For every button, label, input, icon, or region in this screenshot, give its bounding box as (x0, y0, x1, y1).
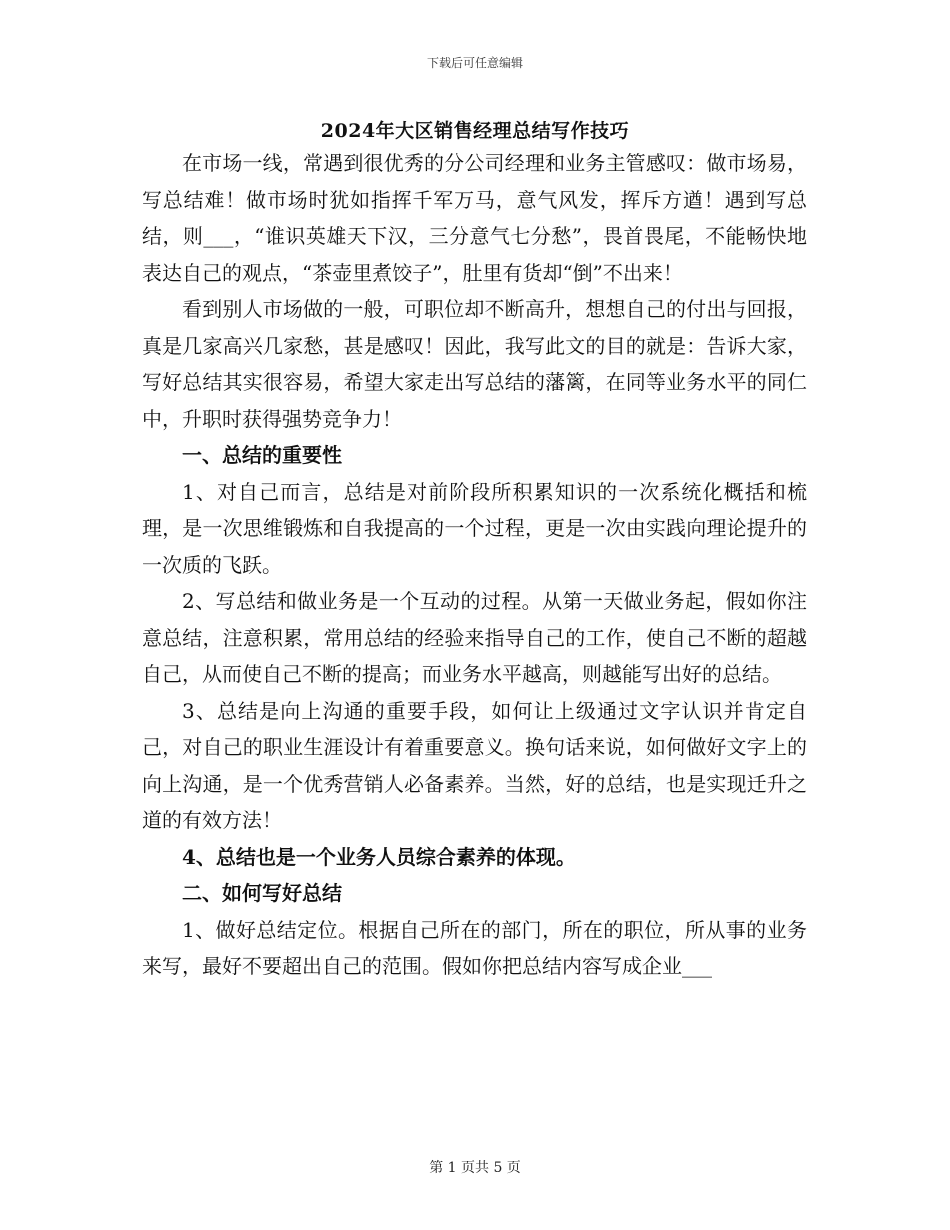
page-number-footer: 第 1 页共 5 页 (429, 1160, 521, 1176)
section-heading-importance: 一、总结的重要性 (182, 443, 342, 467)
paragraph-point-3: 3、总结是向上沟通的重要手段，如何让上级通过文字认识并肯定自己，对自己的职业生涯设计有着重要意义。换句话来说，如何做好文字上的向上沟通，是一个优秀营销人必备素养。当然，好的总结，也是实现迁升之道的有效方法！ (142, 698, 807, 832)
paragraph-purpose: 看到别人市场做的一般，可职位却不断高升，想想自己的付出与回报，真是几家高兴几家愁，甚是感叹！因此，我写此文的目的就是：告诉大家，写好总结其实很容易，希望大家走出写总结的藩篱，在同等业务水平的同仁中，升职时获得强势竞争力！ (142, 297, 807, 431)
document-body (142, 145, 807, 985)
header-note: 下载后可任意编辑 (426, 56, 523, 70)
paragraph-how-to-1: 1、做好总结定位。根据自己所在的部门，所在的职位，所从事的业务来写，最好不要超出自己的范围。假如你把总结内容写成企业___ (142, 917, 807, 978)
paragraph-point-1: 1、对自己而言，总结是对前阶段所积累知识的一次系统化概括和梳理，是一次思维锻炼和自我提高的一个过程，更是一次由实践向理论提升的一次质的飞跃。 (142, 479, 807, 577)
paragraph-point-2: 2、写总结和做业务是一个互动的过程。从第一天做业务起，假如你注意总结，注意积累，常用总结的经验来指导自己的工作，使自己不断的超越自己，从而使自己不断的提高；而业务水平越高，则越能写出好的总结。 (142, 589, 807, 686)
paragraph-intro: 在市场一线，常遇到很优秀的分公司经理和业务主管感叹：做市场易，写总结难！做市场时犹如指挥千军万马，意气风发，挥斥方遒！遇到写总结，则___，“谁识英雄天下汉，三分意气七分愁”，畏首畏尾，不能畅快地表达自己的观点，“茶壶里煮饺子”，肚里有货却“倒”不出来！ (142, 151, 807, 285)
section-heading-how-to: 二、如何写好总结 (182, 881, 342, 905)
paragraph-point-4: 4、总结也是一个业务人员综合素养的体现。 (182, 844, 576, 869)
document-title: 2024年大区销售经理总结写作技巧 (320, 120, 630, 142)
